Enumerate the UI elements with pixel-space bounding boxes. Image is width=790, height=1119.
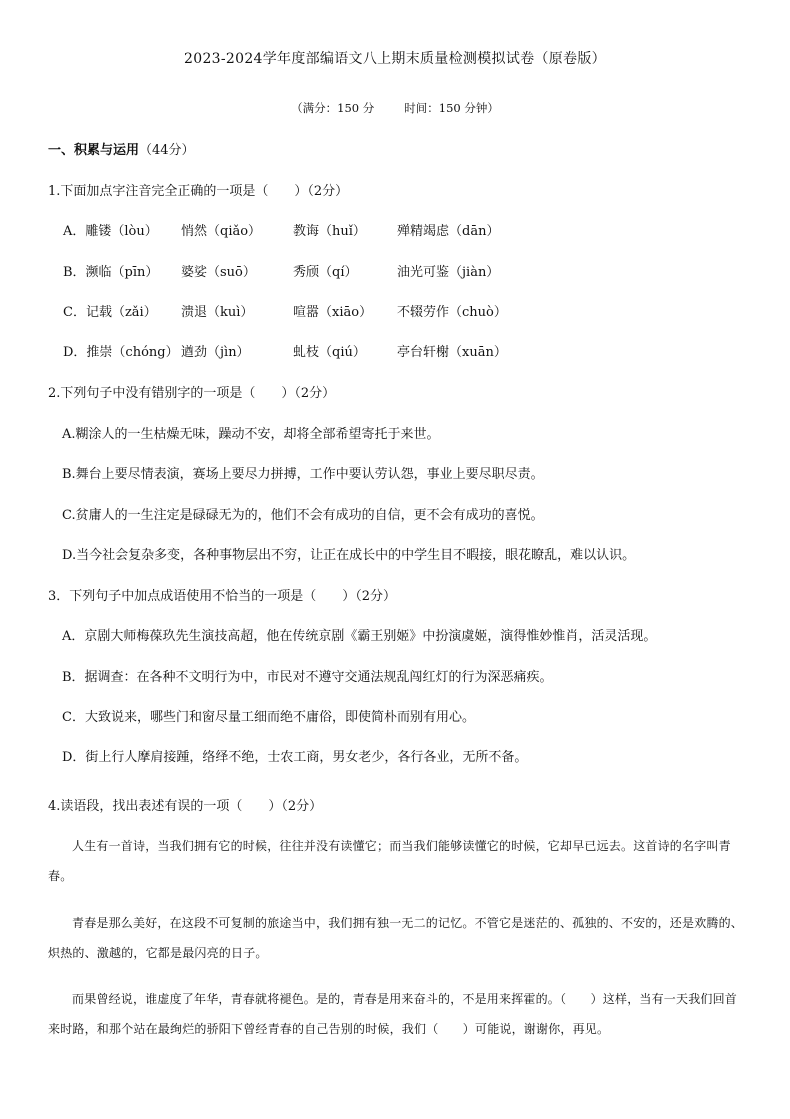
q1-a-item: 教诲（huǐ） (293, 224, 366, 239)
q1-d-item: 虬枝（qiú） (293, 345, 366, 360)
question-1-stem: 1.下面加点字注音完全正确的一项是（ ）（2分） (48, 184, 349, 199)
q4-paragraph-2: 青春是那么美好，在这段不可复制的旅途当中，我们拥有独一无二的记忆。不管它是迷茫的、孤独的、不安的，还是欢腾的、炽热的、激越的，它都是最闪亮的日子。 (48, 916, 744, 960)
q1-d-item: 遒劲（jìn） (181, 345, 250, 360)
section-heading (48, 139, 195, 158)
q1-a-item: 悄然（qiǎo） (181, 224, 262, 239)
q1-b-item: B．濒临（pīn） (63, 265, 159, 280)
q1-c-item: C．记载（zǎi） (63, 305, 157, 320)
question-4-stem: 4.读语段，找出表述有误的一项（ ）（2分） (48, 799, 323, 814)
exam-title: 2023-2024学年度部编语文八上期末质量检测模拟试卷（原卷版） (184, 51, 606, 67)
q1-a-item: 殚精竭虑（dān） (397, 224, 500, 239)
q3-option-d: D．街上行人摩肩接踵，络绎不绝，士农工商，男女老少，各行各业，无所不备。 (62, 750, 528, 765)
q1-c-item: 喧嚣（xiāo） (293, 305, 373, 320)
q2-option-d: D.当今社会复杂多变，各种事物层出不穷，让正在成长中的中学生目不暇接，眼花瞭乱，难以认识。 (62, 548, 636, 563)
q1-c-item: 溃退（kuì） (181, 305, 254, 320)
q3-option-c: C．大致说来，哪些门和窗尽量工细而绝不庸俗，即使简朴而别有用心。 (62, 710, 475, 725)
q2-option-a: A.糊涂人的一生枯燥无味，躁动不安，却将全部希望寄托于来世。 (62, 427, 440, 442)
q1-b-item: 婆娑（suō） (181, 265, 256, 280)
section-score: （44分） (139, 143, 195, 158)
q1-d-item: D．推崇（chóng） (63, 345, 179, 360)
q1-d-item: 亭台轩榭（xuān） (397, 345, 507, 360)
q4-paragraph-1: 人生有一首诗，当我们拥有它的时候，往往并没有读懂它；而当我们能够读懂它的时候，它却早已远去。这首诗的名字叫青春。 (48, 839, 731, 883)
q1-a-item: A．雕镂（lòu） (63, 224, 158, 239)
question-3-stem: 3．下列句子中加点成语使用不恰当的一项是（ ）（2分） (48, 589, 397, 604)
q1-b-item: 油光可鉴（jiàn） (397, 265, 500, 280)
q3-option-b: B．据调查：在各种不文明行为中，市民对不遵守交通法规乱闯红灯的行为深恶痛疾。 (62, 670, 553, 685)
q1-b-item: 秀颀（qí） (293, 265, 358, 280)
exam-meta (0, 100, 790, 116)
q3-option-a: A．京剧大师梅葆玖先生演技高超，他在传统京剧《霸王别姬》中扮演虞姬，演得惟妙惟肖，活灵活现。 (62, 629, 657, 644)
full-score: （满分：150 分 (291, 101, 375, 115)
q2-option-b: B.舞台上要尽情表演，赛场上要尽力拼搏，工作中要认劳认怨，事业上要尽职尽责。 (62, 467, 544, 482)
exam-time: 时间：150 分钟） (404, 101, 499, 115)
q4-paragraph-3: 而果曾经说，谁虚度了年华，青春就将褪色。是的，青春是用来奋斗的，不是用来挥霍的。（ ）这样，当有一天我们回首来时路，和那个站在最绚烂的骄阳下曾经青春的自己告别的时候，我们（ ）可能说，谢谢你，再见。 (48, 992, 738, 1036)
section-label: 一、积累与运用 (48, 143, 140, 158)
q1-c-item: 不辍劳作（chuò） (397, 305, 507, 320)
question-2-stem: 2.下列句子中没有错别字的一项是（ ）（2分） (48, 386, 336, 401)
q2-option-c: C.贫庸人的一生注定是碌碌无为的，他们不会有成功的自信，更不会有成功的喜悦。 (62, 508, 544, 523)
